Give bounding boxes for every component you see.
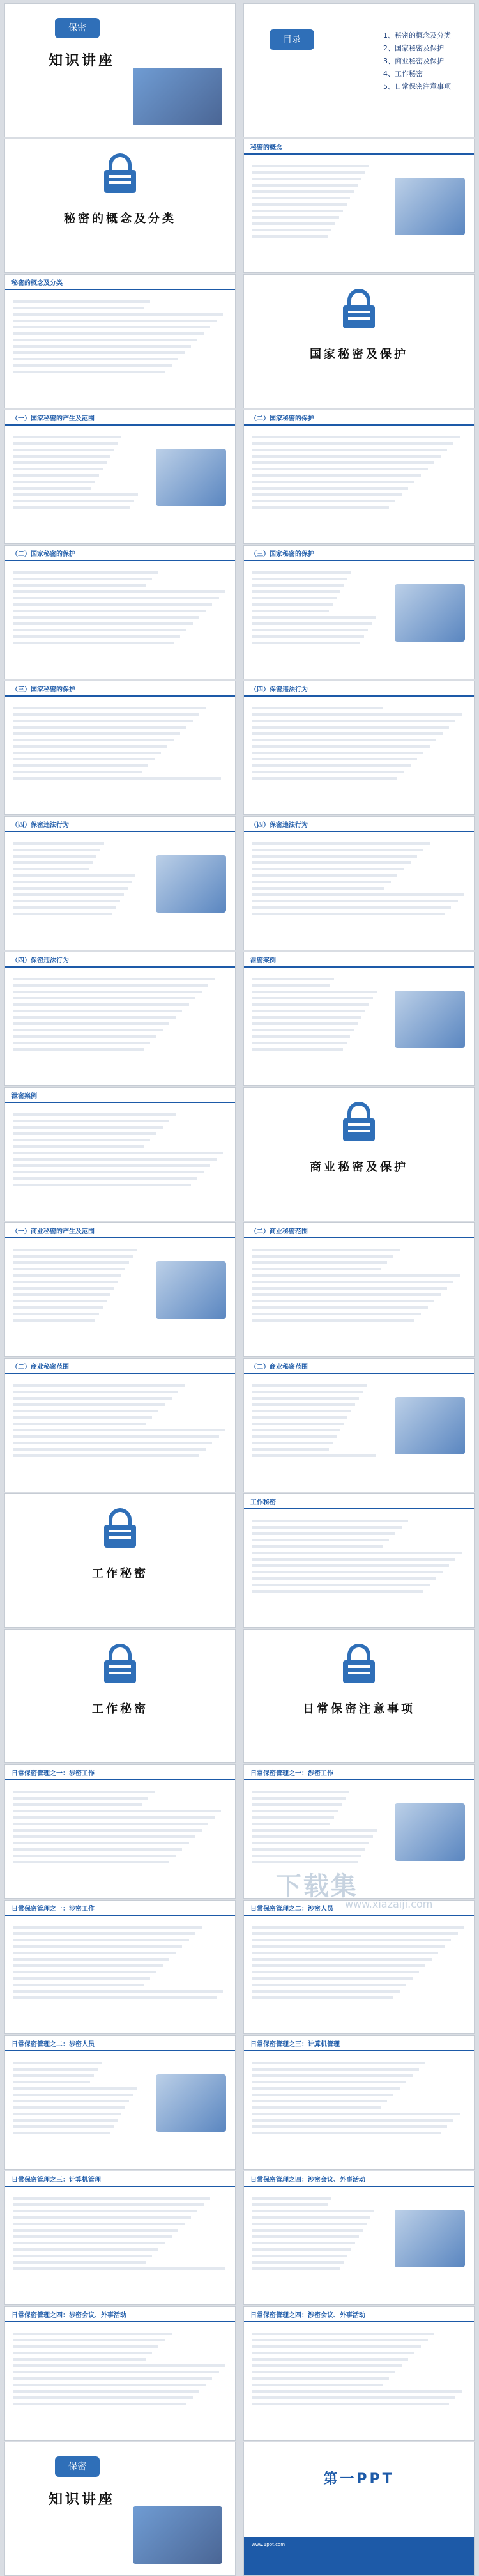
text-block: [13, 1109, 227, 1190]
title-badge: 保密: [55, 18, 100, 38]
toc-item[interactable]: 3、商业秘密及保护: [383, 57, 444, 65]
slide-header: （四）保密违法行为: [244, 817, 474, 832]
slide-37[interactable]: [5, 2442, 235, 2575]
lock-icon: [337, 1642, 381, 1687]
section-title: 商业秘密及保护: [310, 1161, 408, 1174]
text-block: [252, 1516, 466, 1596]
toc-list: [383, 29, 451, 93]
brand-title: 第一PPT: [323, 2471, 395, 2487]
lock-icon: [337, 288, 381, 332]
slide-2[interactable]: [244, 4, 474, 137]
text-block: [13, 1380, 227, 1461]
watermark: 下载集: [276, 1872, 358, 1901]
text-block: [252, 974, 378, 1054]
slide-5[interactable]: [5, 275, 235, 408]
slide-32[interactable]: [244, 2036, 474, 2169]
text-block: [252, 2193, 378, 2274]
slide-illustration: [395, 1397, 465, 1454]
slide-header: 日常保密管理之四：涉密会议、外事活动: [5, 2307, 235, 2322]
slide-26[interactable]: [244, 1630, 474, 1762]
cover-illustration: [133, 2506, 222, 2564]
toc-item[interactable]: 5、日常保密注意事项: [383, 82, 451, 91]
slide-8[interactable]: [244, 410, 474, 543]
section-title: 秘密的概念及分类: [64, 212, 176, 226]
lock-icon: [337, 1100, 381, 1145]
text-block: [252, 703, 466, 783]
slide-4[interactable]: [244, 139, 474, 272]
slide-header: （二）商业秘密范围: [244, 1359, 474, 1374]
slide-illustration: [395, 1803, 465, 1861]
slide-header: （四）保密违法行为: [5, 952, 235, 968]
slide-27[interactable]: [5, 1765, 235, 1898]
slide-header: （三）国家秘密的保护: [5, 681, 235, 697]
slide-19[interactable]: [5, 1223, 235, 1356]
text-block: [252, 1380, 378, 1461]
slide-31[interactable]: [5, 2036, 235, 2169]
slide-header: 日常保密管理之一：涉密工作: [5, 1765, 235, 1780]
slide-header: （二）商业秘密范围: [244, 1223, 474, 1238]
slide-header: （一）国家秘密的产生及范围: [5, 410, 235, 426]
slide-9[interactable]: [5, 546, 235, 679]
title-badge: 保密: [55, 2456, 100, 2477]
cover-title: 知识讲座: [48, 2492, 115, 2508]
slide-22[interactable]: [244, 1359, 474, 1492]
slide-illustration: [395, 178, 465, 235]
slide-15[interactable]: [5, 952, 235, 1085]
text-block: [252, 838, 466, 919]
slide-header: （四）保密违法行为: [244, 681, 474, 697]
slide-header: （二）商业秘密范围: [5, 1359, 235, 1374]
lock-icon: [98, 1507, 142, 1552]
slide-header: 工作秘密: [244, 1494, 474, 1509]
text-block: [13, 2058, 139, 2138]
slide-illustration: [395, 2210, 465, 2267]
slide-header: 泄密案例: [244, 952, 474, 968]
text-block: [252, 1922, 466, 2003]
toc-item[interactable]: 2、国家秘密及保护: [383, 44, 444, 52]
lock-icon: [98, 152, 142, 197]
text-block: [13, 703, 227, 783]
slide-header: （四）保密违法行为: [5, 817, 235, 832]
slide-33[interactable]: [5, 2171, 235, 2304]
slide-36[interactable]: [244, 2307, 474, 2440]
slide-header: 泄密案例: [5, 1088, 235, 1103]
slide-header: 秘密的概念及分类: [5, 275, 235, 290]
slide-35[interactable]: [5, 2307, 235, 2440]
slide-header: 日常保密管理之一：涉密工作: [5, 1901, 235, 1916]
text-block: [13, 1245, 139, 1325]
slide-3[interactable]: [5, 139, 235, 272]
text-block: [13, 974, 227, 1054]
slide-24[interactable]: [244, 1494, 474, 1627]
slide-16[interactable]: [244, 952, 474, 1085]
slide-23[interactable]: [5, 1494, 235, 1627]
lock-icon: [98, 1642, 142, 1687]
slide-34[interactable]: [244, 2171, 474, 2304]
slide-illustration: [156, 449, 226, 506]
slide-header: 日常保密管理之四：涉密会议、外事活动: [244, 2171, 474, 2187]
text-block: [252, 2329, 466, 2409]
slide-1[interactable]: [5, 4, 235, 137]
cover-title: 知识讲座: [48, 53, 115, 69]
toc-badge: 目录: [270, 29, 314, 50]
slide-21[interactable]: [5, 1359, 235, 1492]
slide-20[interactable]: [244, 1223, 474, 1356]
text-block: [252, 567, 378, 648]
text-block: [13, 2193, 227, 2274]
slide-illustration: [395, 991, 465, 1048]
slide-18[interactable]: [244, 1088, 474, 1221]
text-block: [252, 432, 466, 513]
section-title: 日常保密注意事项: [303, 1702, 415, 1716]
brand-footer: www.1ppt.com: [244, 2537, 474, 2575]
slide-header: 日常保密管理之二：涉密人员: [244, 1901, 474, 1916]
slide-30[interactable]: [244, 1901, 474, 2033]
slide-illustration: [395, 584, 465, 642]
text-block: [13, 1922, 227, 2003]
section-title: 国家秘密及保护: [310, 348, 408, 361]
text-block: [252, 161, 378, 242]
slide-header: （三）国家秘密的保护: [244, 546, 474, 561]
text-block: [13, 297, 227, 377]
section-title: 工作秘密: [92, 1702, 148, 1716]
slide-header: （二）国家秘密的保护: [5, 546, 235, 561]
slide-header: （二）国家秘密的保护: [244, 410, 474, 426]
slide-illustration: [156, 855, 226, 913]
text-block: [13, 1787, 227, 1867]
slide-header: 日常保密管理之三：计算机管理: [5, 2171, 235, 2187]
slide-illustration: [156, 1261, 226, 1319]
section-title: 工作秘密: [92, 1567, 148, 1580]
slide-header: 秘密的概念: [244, 139, 474, 155]
slide-6[interactable]: [244, 275, 474, 408]
slide-38[interactable]: [244, 2442, 474, 2575]
slide-29[interactable]: [5, 1901, 235, 2033]
slide-12[interactable]: [244, 681, 474, 814]
slide-17[interactable]: [5, 1088, 235, 1221]
slide-11[interactable]: [5, 681, 235, 814]
text-block: [252, 1787, 378, 1867]
text-block: [13, 838, 139, 919]
slide-7[interactable]: [5, 410, 235, 543]
slide-25[interactable]: [5, 1630, 235, 1762]
slide-header: 日常保密管理之二：涉密人员: [5, 2036, 235, 2051]
slide-header: 日常保密管理之一：涉密工作: [244, 1765, 474, 1780]
slide-14[interactable]: [244, 817, 474, 950]
toc-item[interactable]: 4、工作秘密: [383, 70, 423, 78]
slide-header: 日常保密管理之四：涉密会议、外事活动: [244, 2307, 474, 2322]
slide-header: 日常保密管理之三：计算机管理: [244, 2036, 474, 2051]
slide-illustration: [156, 2074, 226, 2132]
text-block: [252, 1245, 466, 1325]
slide-10[interactable]: [244, 546, 474, 679]
slide-header: （一）商业秘密的产生及范围: [5, 1223, 235, 1238]
watermark-url: www.xiazaiji.com: [345, 1898, 433, 1910]
text-block: [252, 2058, 466, 2138]
text-block: [13, 2329, 227, 2409]
slide-13[interactable]: [5, 817, 235, 950]
text-block: [13, 432, 139, 513]
text-block: [13, 567, 227, 648]
toc-item[interactable]: 1、秘密的概念及分类: [383, 31, 451, 40]
cover-illustration: [133, 68, 222, 125]
